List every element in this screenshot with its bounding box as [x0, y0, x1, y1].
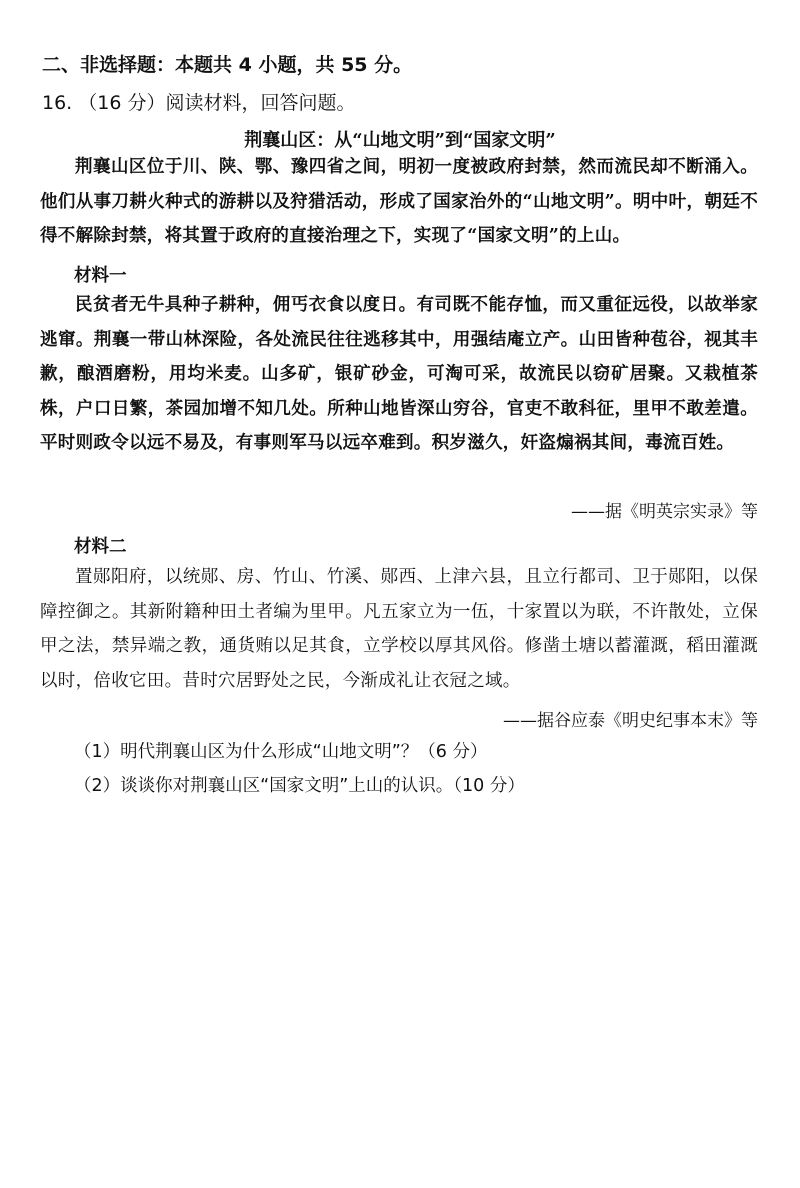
material2-label: 材料二: [74, 537, 127, 557]
material2-source: ——据谷应泰《明史纪事本末》等: [503, 711, 758, 731]
material1-label: 材料一: [74, 266, 127, 286]
passage-title: 荆襄山区：从“山地文明”到“国家文明”: [244, 130, 556, 151]
intro-paragraph: 荆襄山区位于川、陕、鄂、豫四省之间，明初一度被政府封禁，然而流民却不断涌入。他们从事刀耕火种式的游耕以及狩猎活动，形成了国家治外的“山地文明”。明中叶，朝廷不得不解除封禁，将其置于政府的直接治理之下，实现了“国家文明”的上山。: [40, 157, 758, 246]
sub-question-2: （2）谈谈你对荆襄山区“国家文明”上山的认识。（10 分）: [74, 776, 525, 796]
sub-question-1: （1）明代荆襄山区为什么形成“山地文明”？（6 分）: [74, 742, 488, 762]
section-heading: 二、非选择题：本题共 4 小题，共 55 分。: [42, 54, 413, 76]
material2-text: 置郧阳府，以统郧、房、竹山、竹溪、郧西、上津六县，且立行都司、卫于郧阳，以保障控御之。其新附籍种田土者编为里甲。凡五家立为一伍，十家置以为联，不许散处，立保甲之法，禁异端之教，通货贿以足其食，立学校以厚其风俗。修凿土塘以蓄灌溉，稻田灌溉以时，倍收它田。昔时穴居野处之民，今渐成礼让衣冠之域。: [40, 567, 758, 691]
material1-text: 民贫者无牛具种子耕种，佣丐衣食以度日。有司既不能存恤，而又重征远役，以故举家逃窜。荆襄一带山林深险，各处流民往往逃移其中，用强结庵立产。山田皆种苞谷，视其丰歉，酿酒磨粉，用均米麦。山多矿，银矿砂金，可淘可采，故流民以窃矿居聚。又栽植茶株，户口日繁，茶园加增不知几处。所种山地皆深山穷谷，官吏不敢科征，里甲不敢差遣。平时则政令以远不易及，有事则军马以远卒难到。积岁滋久，奸盗煽祸其间，毒流百姓。: [40, 295, 758, 453]
question-stem: 16. （16 分）阅读材料，回答问题。: [42, 92, 356, 114]
material1-source: ——据《明英宗实录》等: [571, 502, 758, 522]
